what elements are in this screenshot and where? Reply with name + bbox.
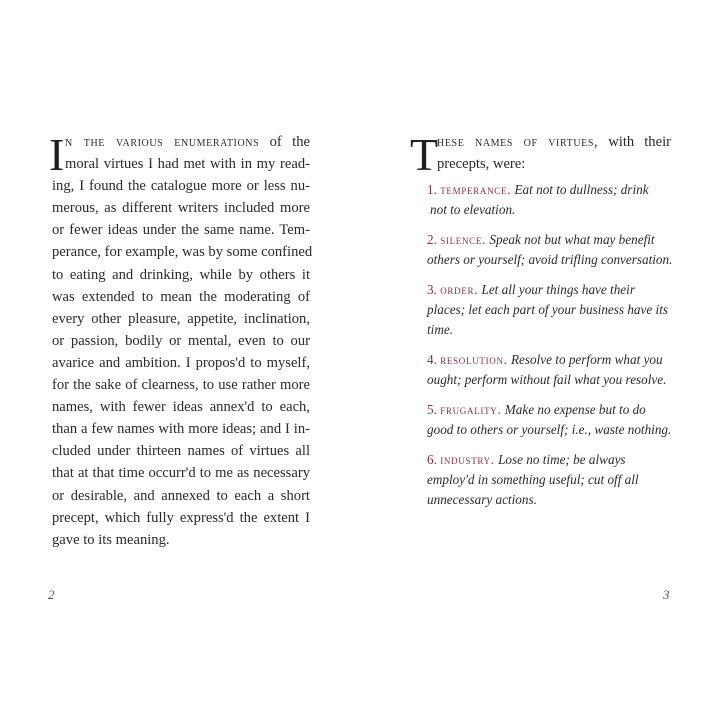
virtue-line: time. [427,322,454,337]
text-line: hese names of virtues, with their [437,134,671,150]
right-drop-cap: T [410,129,439,180]
virtue-line: 2. silence. Speak not but what may benefit [427,232,655,247]
virtue-item-frugality [427,400,673,440]
virtue-number: 1. [427,182,437,197]
virtue-item-temperance [427,180,673,220]
text-line: precepts, were: [437,156,526,173]
text-line: or passion, bodily or mental, even to our [52,332,310,349]
virtue-number: 5. [427,402,437,417]
virtue-line: 6. industry. Lose no time; be always [427,452,626,467]
right-page [360,0,720,720]
virtue-number: 2. [427,232,437,247]
virtue-item-order [427,280,673,340]
virtue-number: 4. [427,352,437,367]
virtue-item-industry [427,450,673,510]
text-line: ing, I found the catalogue more or less nu- [52,178,310,195]
virtue-line: not to elevation. [430,202,516,217]
page-number-right: 3 [663,587,670,602]
virtue-number: 3. [427,282,437,297]
virtue-name: silence. [440,232,487,247]
virtue-line: unnecessary actions. [427,492,537,507]
virtue-name: industry. [440,452,495,467]
virtue-line: places; let each part of your business have its [427,302,668,317]
virtue-name: resolution. [440,352,508,367]
text-line: every other pleasure, appetite, inclination, [52,310,310,327]
left-body-text [52,131,313,551]
lead-in-smallcaps: hese names of virtues, [437,134,599,150]
text-line: merous, as different writers included more [52,200,310,217]
text-line: perance, for example, was by some confined [52,244,313,261]
text-line: n the various enumerations of the [65,134,310,150]
text-line: or desirable, and annexed to each a short [52,487,310,504]
text-line: names, with fewer ideas annex'd to each, [52,399,310,416]
virtue-line: 4. resolution. Resolve to perform what you [427,352,663,367]
text-line: avarice and ambition. I propos'd to myself, [52,354,310,371]
virtue-number: 6. [427,452,437,467]
virtue-item-silence [427,230,673,270]
text-line: or fewer ideas under the same name. Tem- [52,222,310,239]
text-line: precept, which fully express'd the extent I [52,509,310,526]
virtue-line: 3. order. Let all your things have their [427,282,635,297]
text-line: gave to its meaning. [52,531,170,548]
text-line: that at that time occurr'd to me as necessary [52,465,310,482]
left-drop-cap: I [49,129,65,180]
page-number-left: 2 [48,587,55,602]
text-line: moral virtues I had met with in my read- [65,156,310,173]
virtue-line: 5. frugality. Make no expense but to do [427,402,646,417]
right-intro-text [423,131,671,175]
virtue-line: ought; perform without fail what you resolve. [427,372,667,387]
virtue-line: others or yourself; avoid trifling conversation. [427,252,673,267]
text-line: to eating and drinking, while by others it [52,266,310,283]
virtue-name: frugality. [440,402,502,417]
virtue-line: employ'd in something useful; cut off all [427,472,639,487]
virtue-line: 1. temperance. Eat not to dullness; drink [427,182,649,197]
virtue-line: good to others or yourself; i.e., waste nothing. [427,422,672,437]
virtue-name: order. [440,282,479,297]
text-line: for the sake of clearness, to use rather more [52,377,310,394]
text-line: than a few names with more ideas; and I in- [52,421,310,438]
virtue-item-resolution [427,350,673,390]
text-line: was extended to mean the moderating of [52,288,310,305]
lead-in-smallcaps: n the various enumerations [65,134,260,150]
virtue-name: temperance. [440,182,512,197]
text-line: cluded under thirteen names of virtues all [52,443,310,460]
